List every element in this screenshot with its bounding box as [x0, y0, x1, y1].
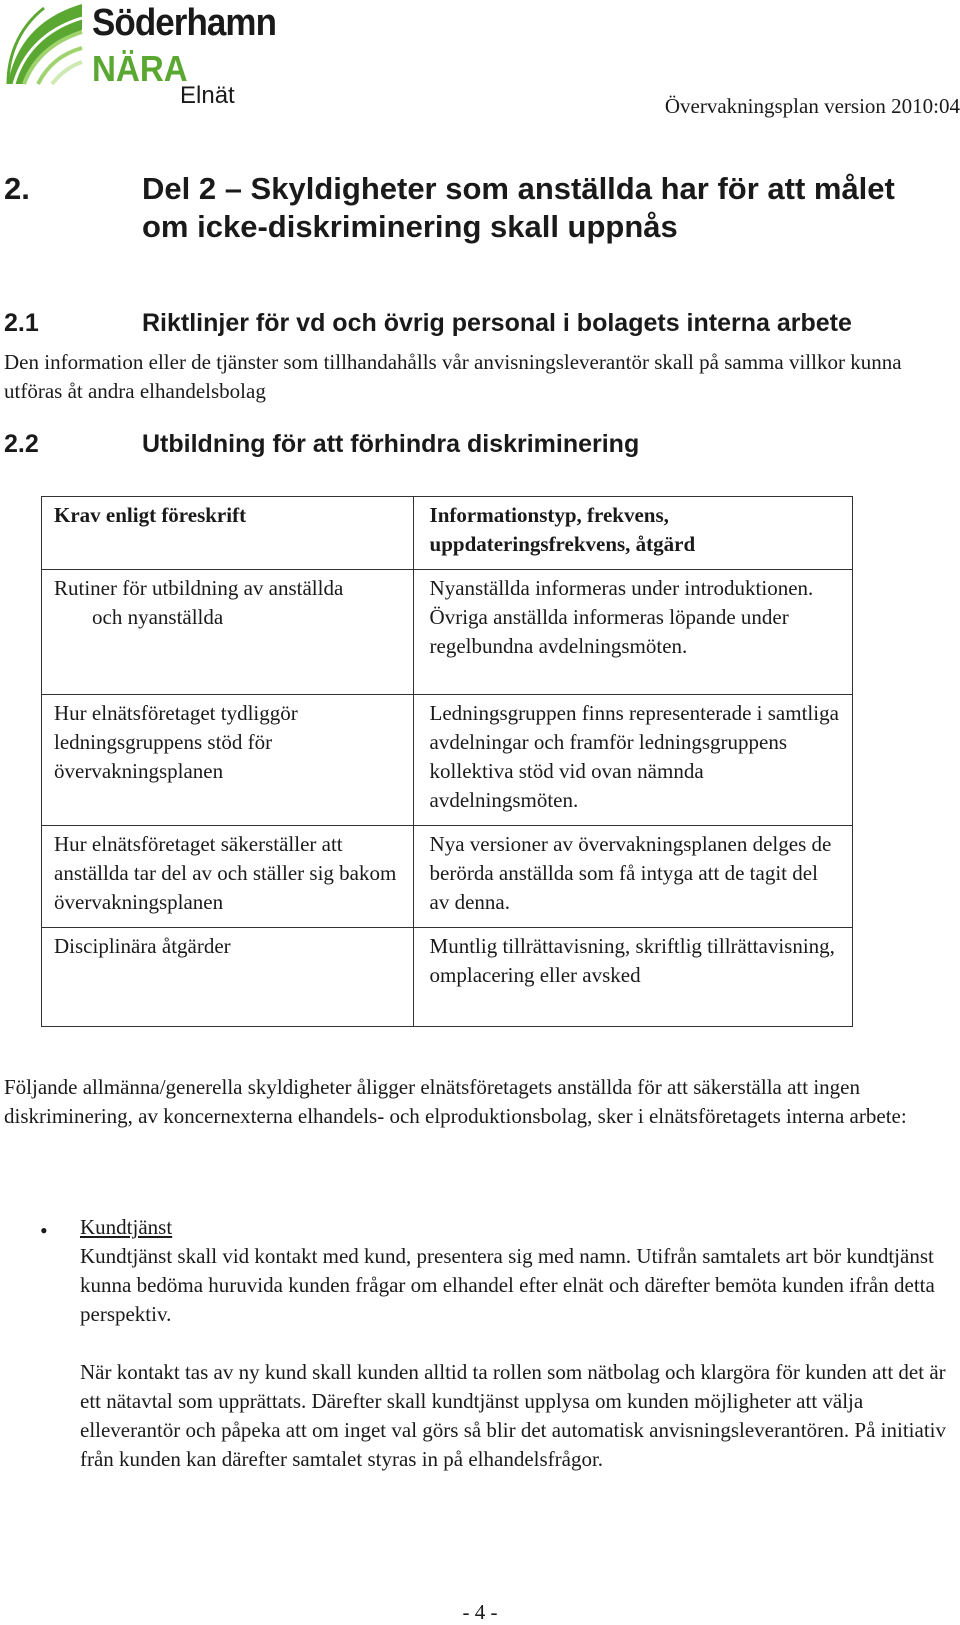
bullet-text: Kundtjänst skall vid kontakt med kund, presentera sig med namn. Utifrån samtalets art bör kundtjänst kunna bedöma huruvida kunden frågar om elhandel efter elnät och därefter bemöta kunden ifrån detta perspektiv.: [80, 1244, 935, 1326]
section-2-1-body: Den information eller de tjänster som tillhandahålls vår anvisningsleverantör skall på samma villkor kunna utföras åt andra elhandelsbolag: [4, 350, 902, 403]
brand-tagline: NÄRA: [92, 48, 188, 89]
bullet-icon: •: [40, 1218, 48, 1243]
table-cell: Nyanställda informeras under introduktionen. Övriga anställda informeras löpande under regelbundna avdelningsmöten.: [413, 570, 852, 695]
table-cell: Nya versioner av övervakningsplanen delges de berörda anställda som få intyga att de tagit del av denna.: [413, 826, 852, 928]
requirements-table: [41, 496, 853, 1027]
table-header-cell: Informationstyp, frekvens, uppdateringsfrekvens, åtgärd: [413, 497, 852, 570]
table-row: [42, 695, 853, 826]
table-cell: [42, 570, 414, 695]
table-cell: Hur elnätsföretaget säkerställer att anställda tar del av och ställer sig bakom övervakningsplanen: [42, 826, 414, 928]
section-2-2-number: 2.2: [4, 430, 39, 458]
table-row: [42, 928, 853, 1027]
brand-name: Söderhamn: [92, 2, 277, 44]
chapter-title: Del 2 – Skyldigheter som anställda har för att målet om icke-diskriminering skall uppnås: [142, 171, 895, 244]
company-logo-icon: [4, 0, 84, 86]
page-number: - 4 -: [462, 1600, 498, 1624]
requirement-text-continued: och nyanställda: [92, 605, 224, 629]
table-cell: Muntlig tillrättavisning, skriftlig tillrättavisning, omplacering eller avsked: [413, 928, 852, 1027]
section-2-2-title: Utbildning för att förhindra diskriminering: [142, 430, 640, 458]
bullet-text: När kontakt tas av ny kund skall kunden alltid ta rollen som nätbolag och klargöra för kunden att det är ett nätavtal som upprättats. Därefter skall kundtjänst upplysa om kunden möjligheter att välja elleverantör och påpeka att om inget val görs så blir det automatisk anvisningsleverantören. På initiativ från kunden kan därefter samtalet styras in på elhandelsfrågor.: [80, 1360, 947, 1471]
section-2-1-title: Riktlinjer för vd och övrig personal i bolagets interna arbete: [142, 309, 852, 337]
table-row: [42, 826, 853, 928]
requirement-text: Rutiner för utbildning av anställda: [54, 576, 344, 600]
document-version: Övervakningsplan version 2010:04: [664, 94, 960, 118]
table-cell: Disciplinära åtgärder: [42, 928, 414, 1027]
brand-division: Elnät: [180, 82, 235, 109]
obligations-paragraph: Följande allmänna/generella skyldigheter åligger elnätsföretagets anställda för att säkerställa att ingen diskriminering, av koncernexterna elhandels- och elproduktionsbolag, sker i elnätsföretagets interna arbete:: [4, 1075, 907, 1128]
table-row: [42, 570, 853, 695]
bullet-heading: Kundtjänst: [80, 1215, 173, 1239]
table-cell: Hur elnätsföretaget tydliggör ledningsgruppens stöd för övervakningsplanen: [42, 695, 414, 826]
table-header-row: [42, 497, 853, 570]
table-header-cell: Krav enligt föreskrift: [42, 497, 414, 570]
chapter-number: 2.: [4, 171, 30, 206]
section-2-1-number: 2.1: [4, 309, 39, 337]
list-item: [80, 1213, 960, 1474]
table-cell: Ledningsgruppen finns representerade i samtliga avdelningar och framför ledningsgruppens kollektiva stöd vid ovan nämnda avdelningsmöten.: [413, 695, 852, 826]
